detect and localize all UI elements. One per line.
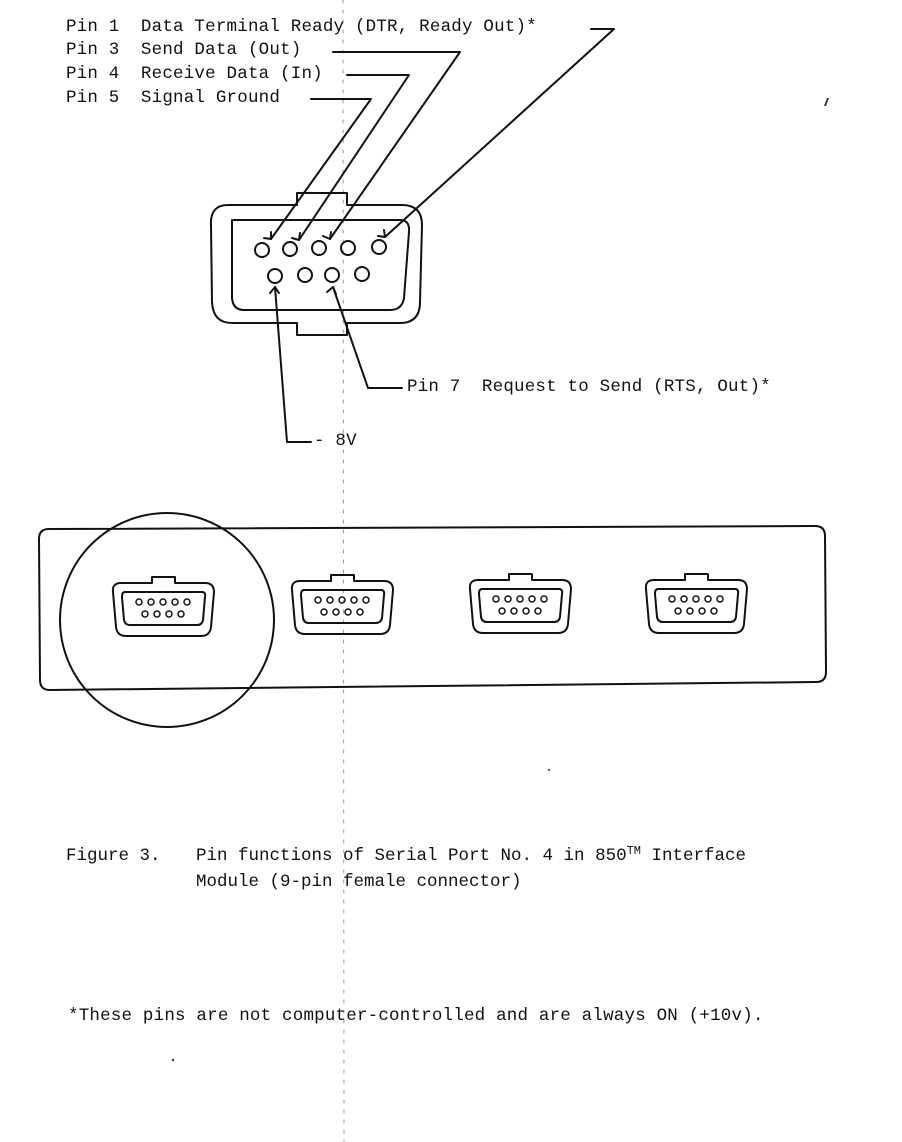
caption-line-2: Module (9-pin female connector) (196, 872, 522, 892)
pin-5-label: Signal Ground (140, 88, 281, 108)
pin-3-hole (312, 241, 326, 255)
pin-1-number: Pin 1 (66, 17, 120, 37)
pin-9-hole (355, 267, 369, 281)
small-connector-4 (646, 574, 747, 633)
pin-5-row (66, 88, 280, 108)
pin-4-row (66, 64, 323, 84)
pin-5-hole (372, 240, 386, 254)
pin-7-hole (298, 268, 312, 282)
pin-4-hole (341, 241, 355, 255)
pin-2-hole (283, 242, 297, 256)
arrowhead-pin-1 (378, 230, 385, 237)
pin-1-label: Data Terminal Ready (DTR, Ready Out)* (140, 17, 537, 37)
figure-number: Figure 3. (66, 846, 161, 866)
pin-4-label: Receive Data (In) (140, 64, 323, 84)
pin-8-hole (325, 268, 339, 282)
arrowhead-pin-3 (323, 232, 331, 239)
large-connector-inner-shell (232, 220, 409, 310)
leader-pin-5 (271, 99, 371, 239)
pin-6-hole (268, 269, 282, 283)
caption-line-1-end: Interface (640, 846, 747, 866)
leader-pin-1 (385, 29, 614, 237)
voltage-label: - 8V (314, 431, 357, 451)
pin-3-label: Send Data (Out) (140, 40, 302, 60)
small-connector-3 (470, 574, 571, 633)
arrowhead-pin-7 (327, 287, 336, 294)
pin-3-number: Pin 3 (66, 40, 120, 60)
pin-1-row (66, 17, 537, 37)
caption-line-1: Pin functions of Serial Port No. 4 in 850 (196, 846, 627, 866)
pin-5-number: Pin 5 (66, 88, 120, 108)
pin-1-hole (255, 243, 269, 257)
small-connector-1 (113, 577, 214, 636)
pin-3-row (66, 40, 301, 60)
figure-caption (66, 838, 746, 895)
trademark-mark: TM (626, 844, 641, 858)
pin-7-row (407, 377, 771, 397)
pin-7-number: Pin 7 (407, 377, 461, 397)
pin-7-label: Request to Send (RTS, Out)* (481, 377, 771, 397)
arrowhead-pin-5 (264, 232, 271, 239)
interface-module-panel (39, 526, 826, 690)
small-connector-2 (292, 575, 393, 634)
leader-pin-3 (330, 52, 460, 239)
arrowhead-pin-4 (292, 233, 300, 240)
pin-4-number: Pin 4 (66, 64, 120, 84)
footnote: *These pins are not computer-controlled and are always ON (+10v). (68, 1006, 764, 1026)
highlight-circle (60, 513, 274, 727)
